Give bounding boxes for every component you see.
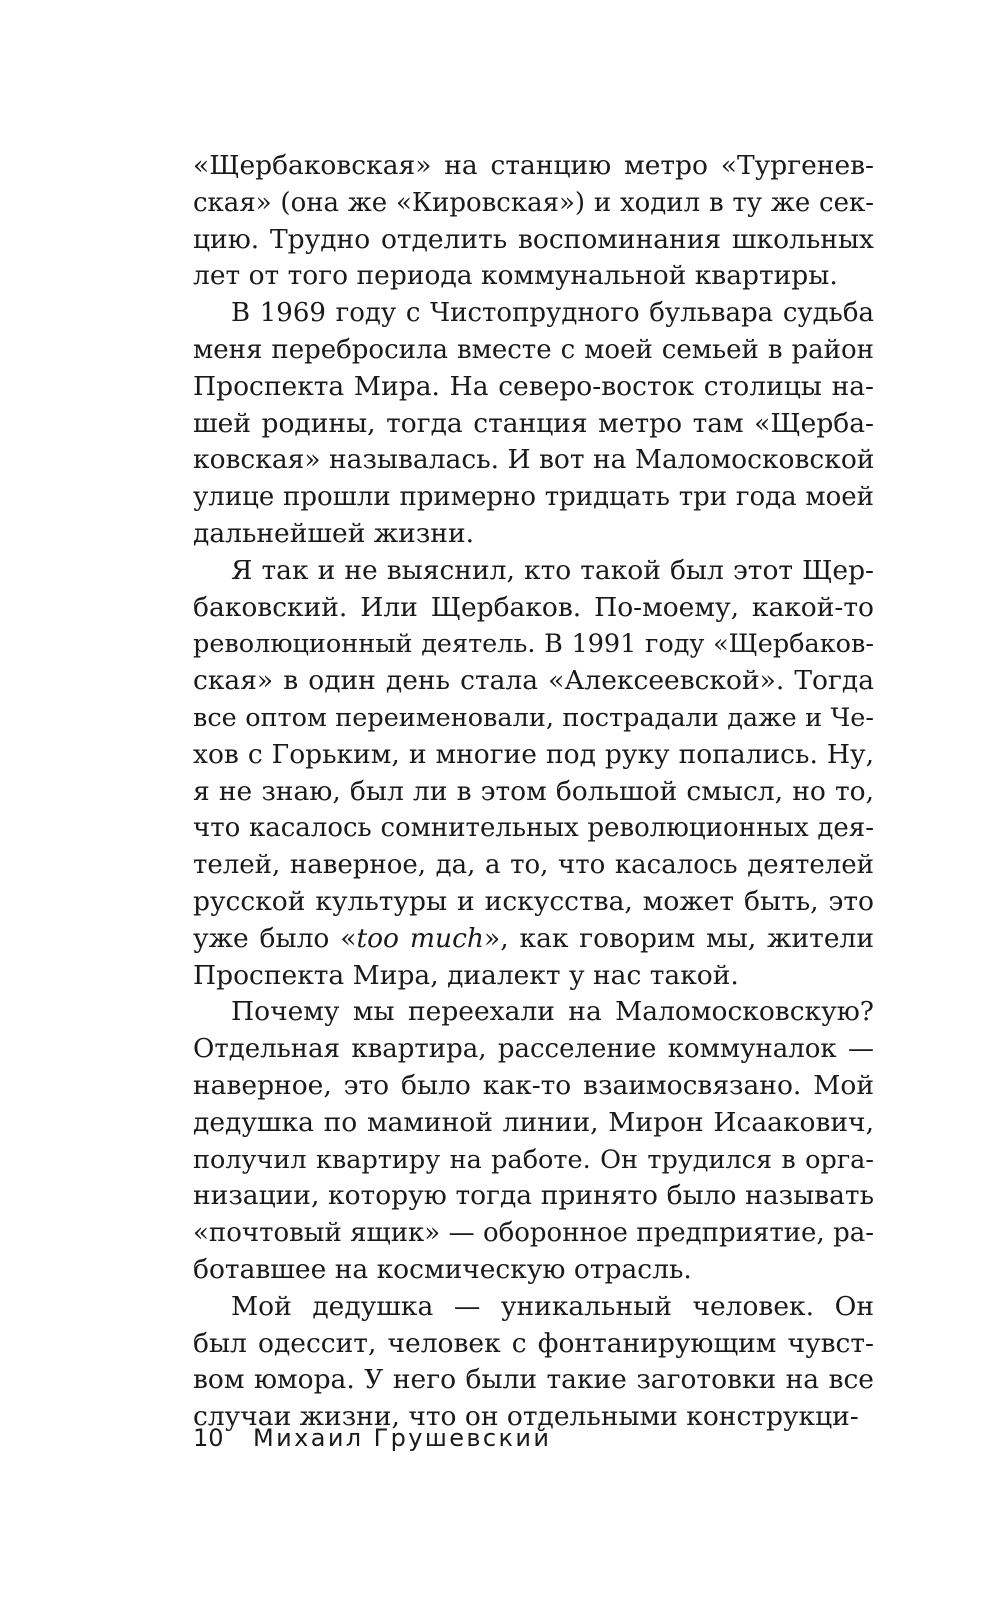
paragraph bbox=[193, 1289, 874, 1436]
paragraph bbox=[193, 553, 874, 995]
text-line: Мой дедушка — уникальный человек. Он bbox=[231, 1290, 874, 1322]
text-line: В 1969 году с Чистопрудного бульвара судьба bbox=[231, 298, 874, 329]
text-line: улице прошли примерно тридцать три года моей bbox=[193, 482, 874, 513]
text-line: Проспекта Мира. На северо-восток столицы на- bbox=[193, 370, 874, 402]
page-number: 10 bbox=[193, 1424, 224, 1452]
text-line: телей, наверное, да, а то, что касалось деятелей bbox=[193, 850, 874, 881]
text-line: «почтовый ящик» — оборонное предприятие, ра- bbox=[193, 1218, 874, 1249]
text-line: наверное, это было как-то взаимосвязано. Мой bbox=[193, 1069, 874, 1101]
text-line: лет от того периода коммунальной квартиры. bbox=[193, 260, 838, 292]
text-line: получил квартиру на работе. Он трудился в орга- bbox=[193, 1144, 874, 1175]
text-line: Почему мы переехали на Маломосковскую? bbox=[231, 996, 874, 1028]
text-line: русской культуры и искусства, может быть, это bbox=[193, 885, 874, 917]
text-line: ботавшее на космическую отрасль. bbox=[193, 1253, 692, 1285]
text-line: баковский. Или Щербаков. По-моему, какой-то bbox=[193, 591, 874, 623]
italic-phrase: too much bbox=[356, 922, 484, 954]
text-line: дедушка по маминой линии, Мирон Исаакович, bbox=[193, 1106, 874, 1138]
text-line: Я так и не выяснил, кто такой был этот Щер- bbox=[231, 554, 874, 586]
text-line: цию. Трудно отделить воспоминания школьных bbox=[193, 223, 874, 255]
paragraph bbox=[193, 148, 874, 295]
body-text bbox=[193, 148, 874, 1436]
text-line: «Щербаковская» на станцию метро «Тургенев- bbox=[193, 150, 874, 181]
text-line: был одессит, человек с фонтанирующим чувст- bbox=[193, 1327, 874, 1359]
text-line: революционный деятель. В 1991 году «Щербаков- bbox=[193, 629, 874, 660]
text-line: Проспекта Мира, диалект у нас такой. bbox=[193, 959, 739, 991]
text-line: меня перебросила вместе с моей семьей в район bbox=[193, 334, 874, 365]
text-line: ская» (она же «Кировская») и ходил в ту же сек- bbox=[193, 187, 874, 218]
text-line: все оптом переименовали, пострадали даже и Че- bbox=[193, 702, 874, 733]
page-footer bbox=[193, 1418, 551, 1458]
text-line: дальнейшей жизни. bbox=[193, 517, 475, 549]
text-line: случаи жизни, что он отдельными конструкци- bbox=[193, 1401, 859, 1433]
text-line: низации, которую тогда принято было называть bbox=[193, 1180, 874, 1212]
text-line: уже было «too much», как говорим мы, жители bbox=[193, 922, 874, 954]
text-line: я не знаю, был ли в этом большой смысл, но то, bbox=[193, 775, 874, 807]
text-line: шей родины, тогда станция метро там «Щерба- bbox=[193, 407, 874, 439]
paragraph bbox=[193, 295, 874, 553]
running-author: Михаил Грушевский bbox=[253, 1424, 552, 1452]
text-line: ская» в один день стала «Алексеевской». Тогда bbox=[193, 665, 874, 697]
text-line: ковская» называлась. И вот на Маломосковской bbox=[193, 444, 874, 476]
text-line: что касалось сомнительных революционных дея- bbox=[193, 813, 874, 844]
paragraph bbox=[193, 994, 874, 1288]
text-line: вом юмора. У него были такие заготовки на все bbox=[193, 1364, 874, 1396]
text-line: Отдельная квартира, расселение коммуналок — bbox=[193, 1034, 874, 1065]
text-line: хов с Горьким, и многие под руку попались. Ну, bbox=[193, 738, 874, 770]
